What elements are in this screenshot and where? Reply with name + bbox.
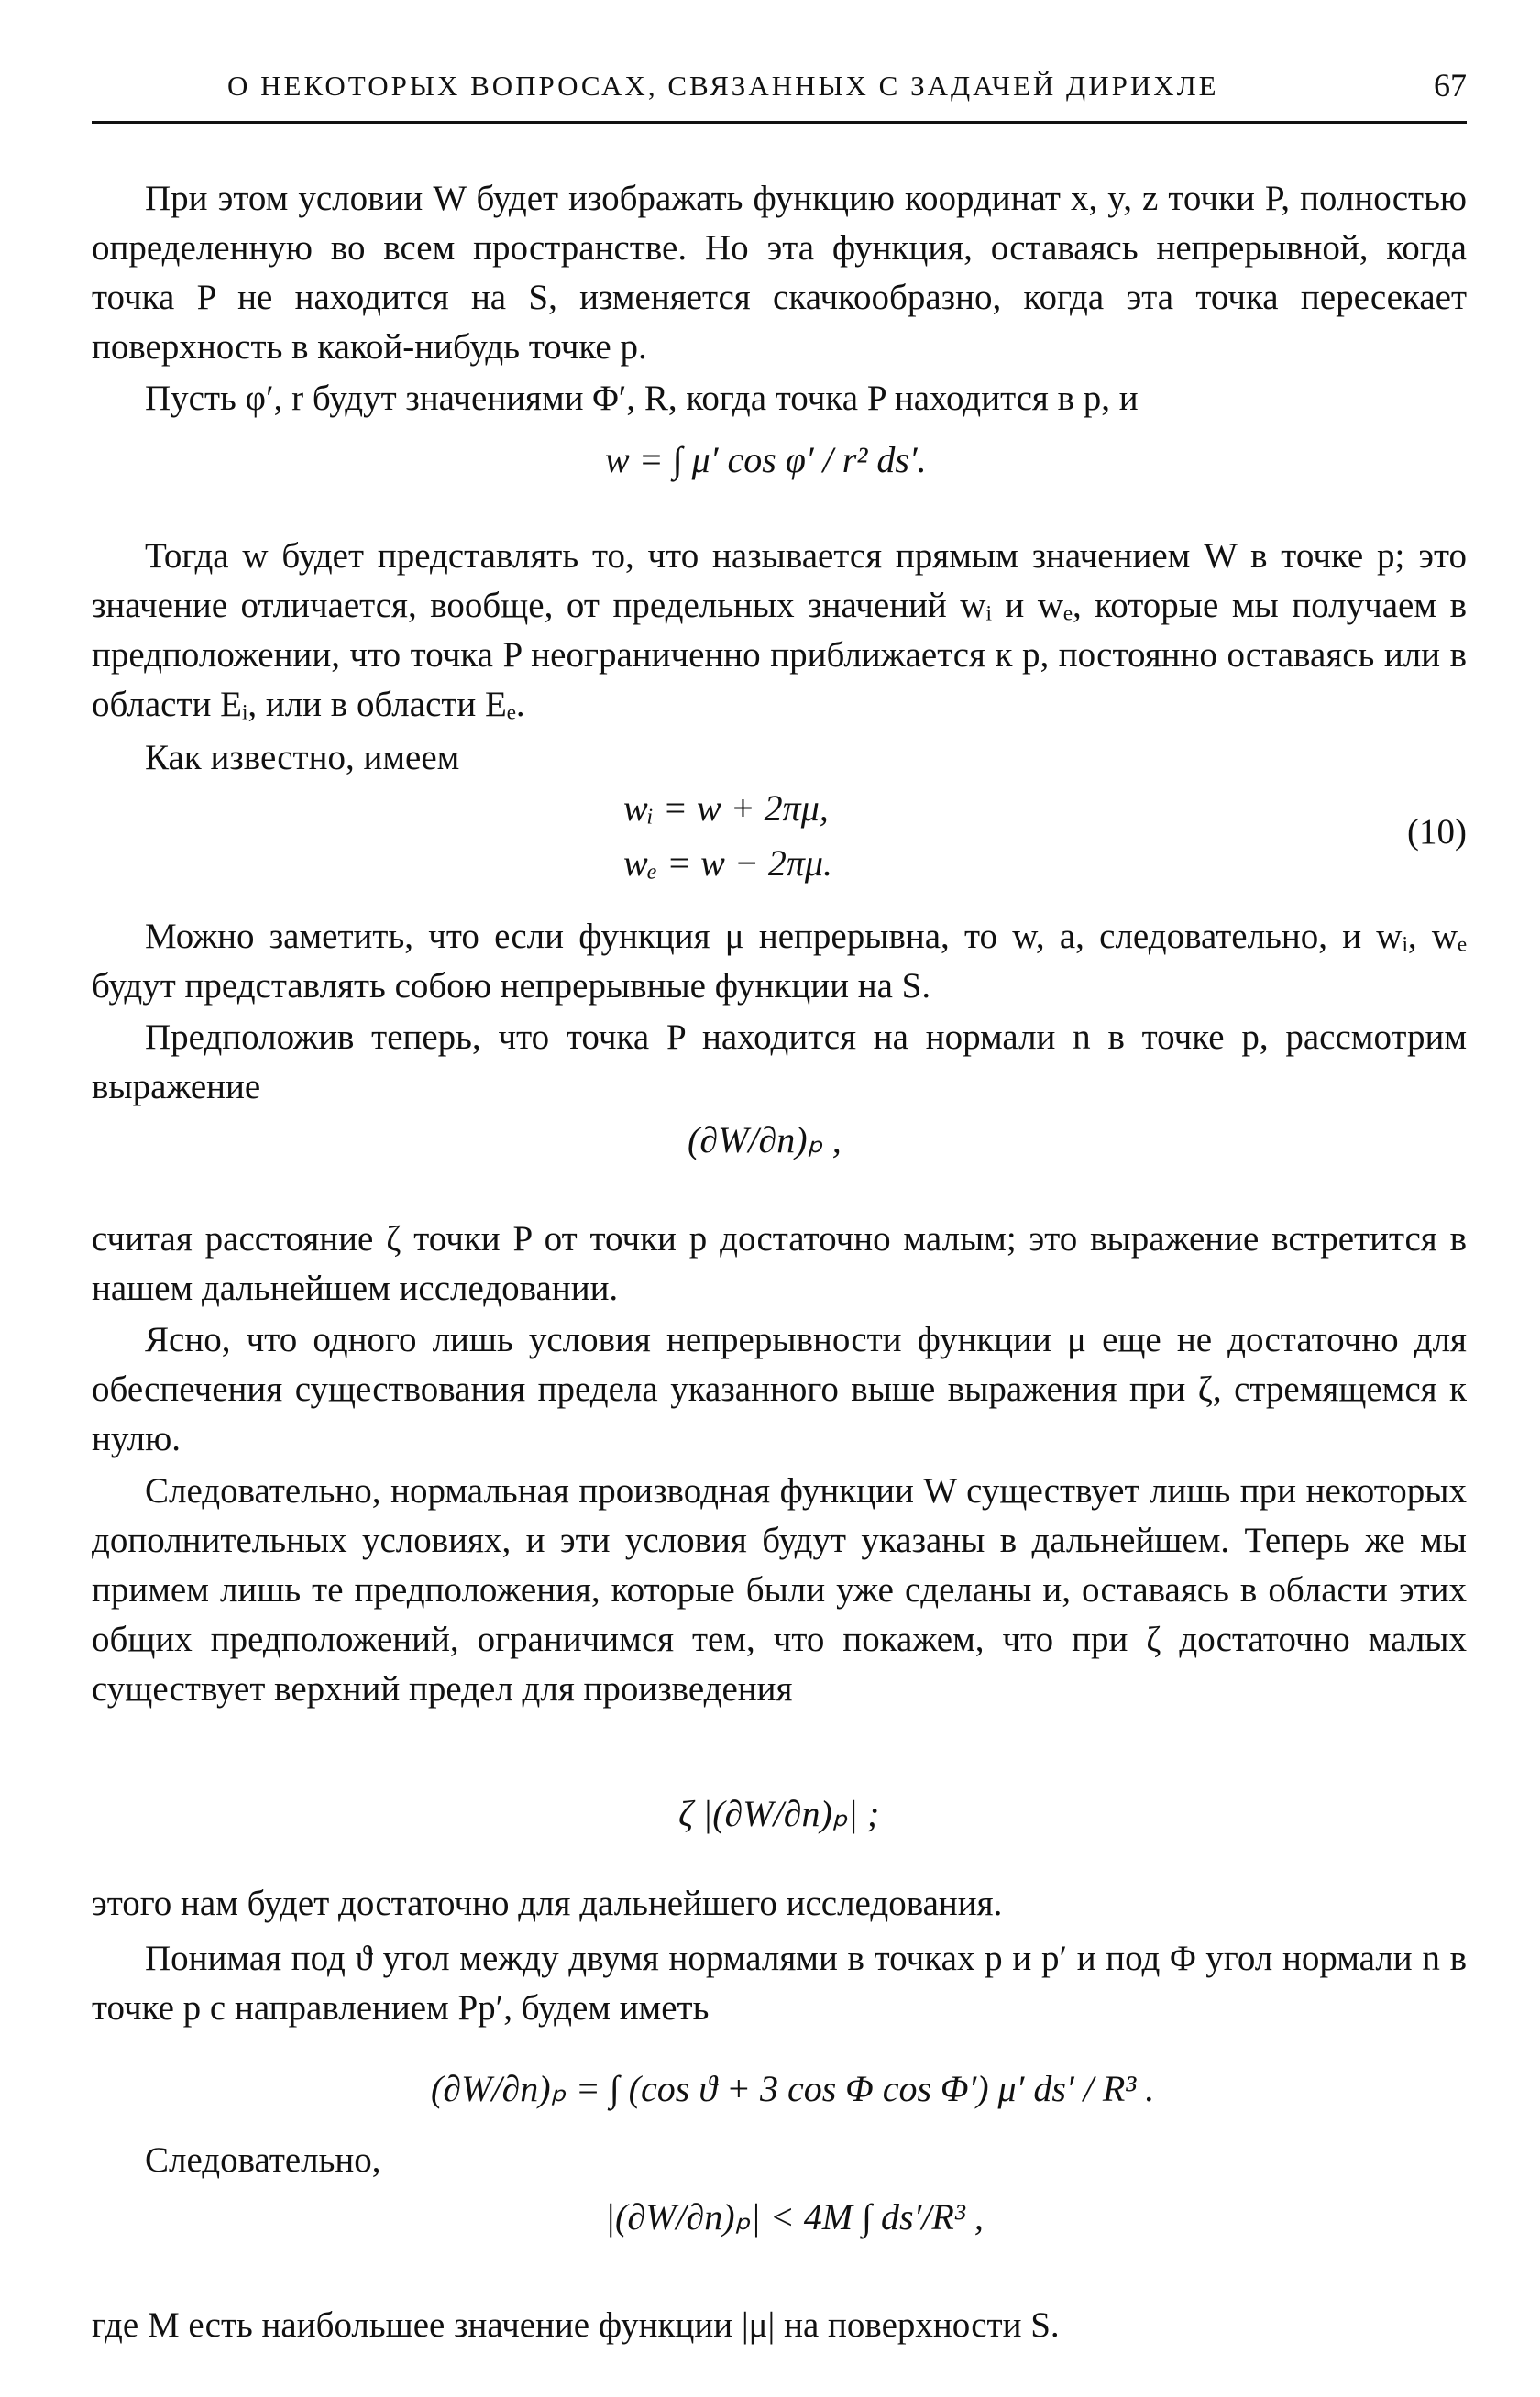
paragraph-6: Предположив теперь, что точка P находится на нормали n в точке p, рассмотрим выражение (92, 1017, 1467, 1106)
header-title: О НЕКОТОРЫХ ВОПРОСАХ, СВЯЗАННЫХ С ЗАДАЧЕЙ ДИРИХЛЕ (227, 70, 1219, 102)
formula-wi: wᵢ = w + 2πμ, (623, 787, 829, 829)
paragraph-4: Как известно, имеем (145, 738, 460, 777)
formula-derivative: (∂W/∂n)ₚ , (688, 1119, 842, 1160)
formula-derivative-integral: (∂W/∂n)ₚ = ∫ (cos ϑ + 3 cos Φ cos Φ′) μ′ ds′ / R³ . (431, 2068, 1155, 2109)
page-number: 67 (1434, 67, 1467, 104)
paragraph-1: При этом условии W будет изображать функцию координат x, y, z точки P, полностью определенную во всем пространстве. Но эта функция, оставаясь непрерывной, когда точка P не находится на S, изменяется скачкообразно, когда эта точка пересекает поверхность в какой-нибудь точке p. (92, 179, 1467, 367)
formula-product: ζ |(∂W/∂n)ₚ| ; (678, 1793, 880, 1834)
paragraph-5: Можно заметить, что если функция μ непрерывна, то w, а, следовательно, и wᵢ, wₑ будут представлять собою непрерывные функции на S. (92, 917, 1467, 1006)
paragraph-13: где M есть наибольшее значение функции |μ| на поверхности S. (92, 2305, 1060, 2345)
header-rule (92, 121, 1467, 124)
paragraph-7: считая расстояние ζ точки P от точки p достаточно малым; это выражение встретится в нашем дальнейшем исследовании. (92, 1219, 1467, 1308)
paragraph-8: Ясно, что одного лишь условия непрерывности функции μ еще не достаточно для обеспечения существования предела указанного выше выражения при ζ, стремящемся к нулю. (92, 1320, 1467, 1458)
formula-inequality: |(∂W/∂n)ₚ| < 4M ∫ ds′/R³ , (605, 2196, 984, 2238)
paragraph-12: Следовательно, (145, 2140, 381, 2180)
running-header (92, 62, 1467, 117)
formula-w: w = ∫ μ′ cos φ′ / r² ds′. (605, 439, 927, 480)
equation-number: (10) (1407, 812, 1467, 852)
paragraph-3: Тогда w будет представлять то, что называется прямым значением W в точке p; это значение отличается, вообще, от предельных значений wᵢ и wₑ, которые мы получаем в предположении, что точка P неограниченно приближается к p, постоянно оставаясь или в области Eᵢ, или в области Eₑ. (92, 536, 1467, 724)
paragraph-10: этого нам будет достаточно для дальнейшего исследования. (92, 1884, 1003, 1923)
paragraph-11: Понимая под ϑ угол между двумя нормалями в точках p и p′ и под Φ угол нормали n в точке p с направлением Pp′, будем иметь (92, 1939, 1467, 2028)
paragraph-9: Следовательно, нормальная производная функции W существует лишь при некоторых дополнительных условиях, и эти условия будут указаны в дальнейшем. Теперь же мы примем лишь те предположения, которые были уже сделаны и, оставаясь в области этих общих предположений, ограничимся тем, что покажем, что при ζ достаточно малых существует верхний предел для произведения (92, 1471, 1467, 1709)
formula-we: wₑ = w − 2πμ. (623, 842, 832, 884)
paragraph-2: Пусть φ′, r будут значениями Φ′, R, когда точка P находится в p, и (145, 379, 1138, 418)
